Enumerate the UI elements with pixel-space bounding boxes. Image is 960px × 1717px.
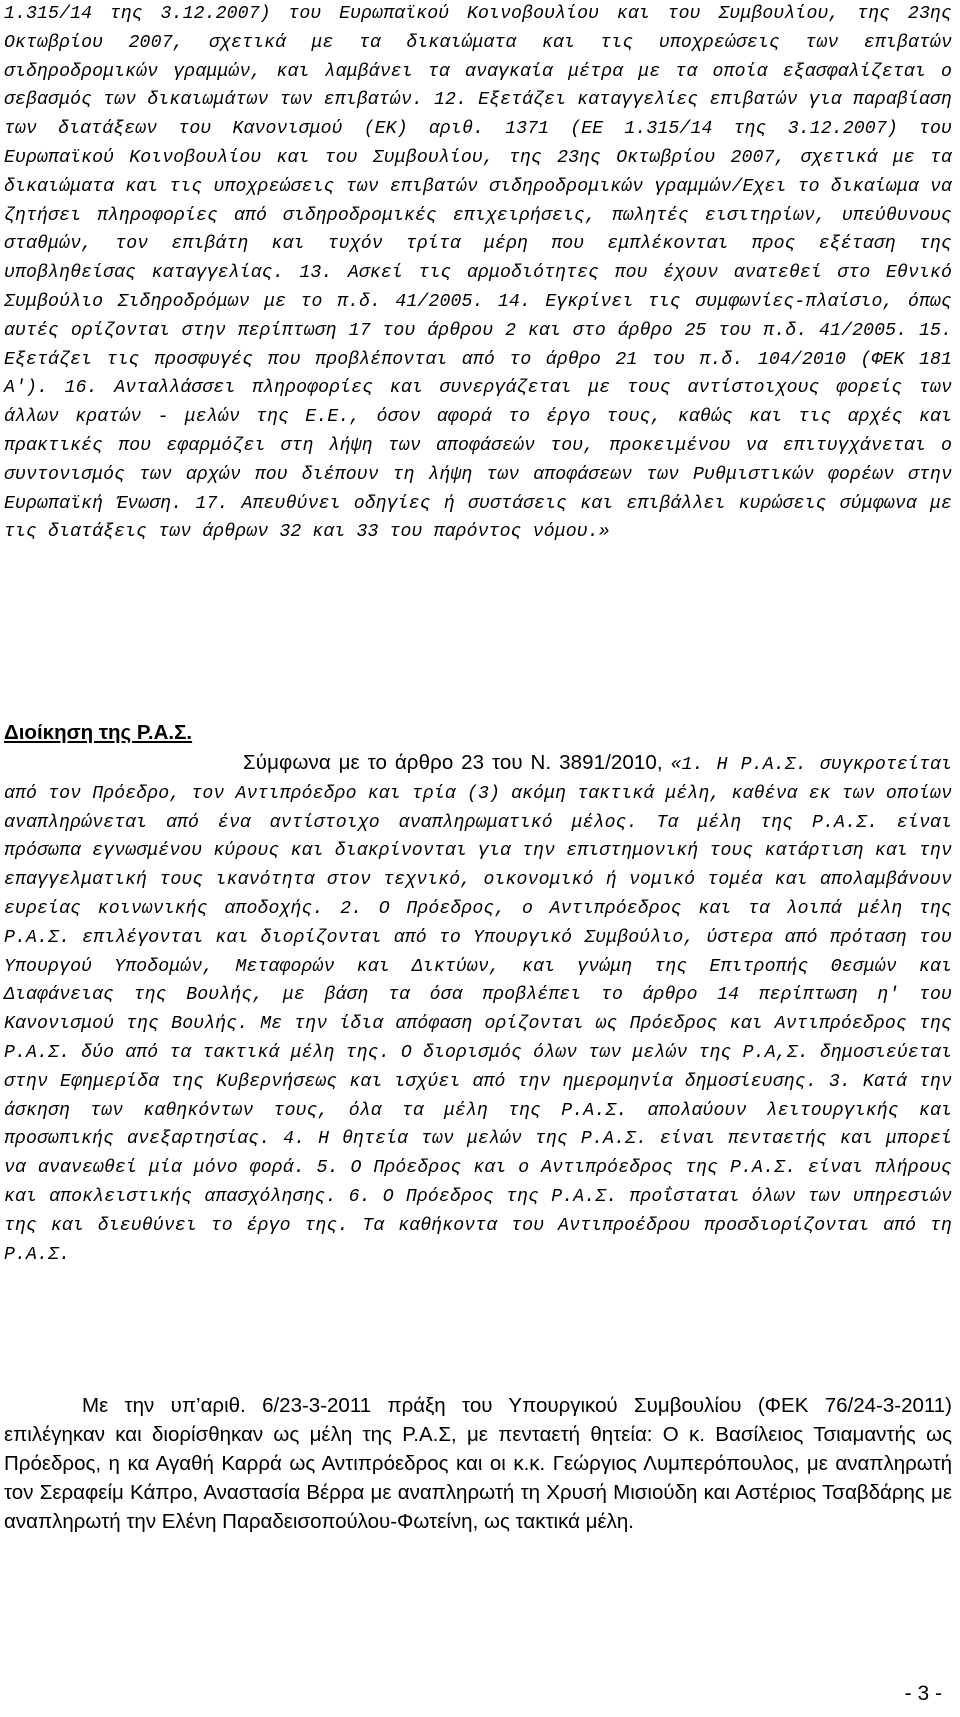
body-paragraph-top [4,0,952,547]
body-paragraph-second [4,749,952,1269]
body-paragraph-third [4,1392,952,1537]
paragraph-text: «1. Η Ρ.Α.Σ. συγκροτείται από τον Πρόεδρο, τον Αντιπρόεδρο και τρία (3) ακόμη τακτικά μέλη, καθένα εκ των οποίων αναπληρώνεται από ένα αντίστοιχο αναπληρωματικό μέλος. Τα μέλη της Ρ.Α.Σ. είναι πρόσωπα εγνωσμένου κύρους και διακρίνονται για την επιστημονική τους κατάρτιση και την επαγγελματική τους ικανότητα στον τεχνικό, οικονομικό ή νομικό τομέα και απολαμβάνουν ευρείας κοινωνικής αποδοχής. 2. Ο Πρόεδρος, ο Αντιπρόεδρος και τα λοιπά μέλη της Ρ.Α.Σ. επιλέγονται και διορίζονται από το Υπουργικό Συμβούλιο, ύστερα από πρόταση του Υπουργού Υποδομών, Μεταφορών και Δικτύων, και γνώμη της Επιτροπής Θεσμών και Διαφάνειας της Βουλής, με βάση τα όσα προβλέπει το άρθρο 14 περίπτωση η' του Κανονισμού της Βουλής. Με την ίδια απόφαση ορίζονται ως Πρόεδρος και Αντιπρόεδρος της Ρ.Α.Σ. δύο από τα τακτικά μέλη της. Ο διορισμός όλων των μελών της Ρ.Α,Σ. δημοσιεύεται στην Εφημερίδα της Κυβερνήσεως και ισχύει από την ημερομηνία δημοσίευσης. 3. Κατά την άσκηση των καθηκόντων τους, όλα τα μέλη της Ρ.Α.Σ. απολαύουν λειτουργικής και προσωπικής ανεξαρτησίας. 4. Η θητεία των μελών της Ρ.Α.Σ. είναι πενταετής και μπορεί να ανανεωθεί μία μόνο φορά. 5. Ο Πρόεδρος και ο Αντιπρόεδρος της Ρ.Α.Σ. είναι πλήρους και αποκλειστικής απασχόλησης. 6. Ο Πρόεδρος της Ρ.Α.Σ. προΐσταται όλων των υπηρεσιών της και διευθύνει το έργο της. Τα καθήκοντα του Αντιπροέδρου προσδιορίζονται από τη Ρ.Α.Σ. [4,755,953,1265]
paragraph-indent [4,1394,82,1417]
page-number: - 3 - [904,1682,942,1705]
section-heading: Διοίκηση της Ρ.Α.Σ. [4,721,193,744]
paragraph-lead: Σύμφωνα με το άρθρο 23 του Ν. 3891/2010, [243,751,671,774]
paragraph-text: 1.315/14 της 3.12.2007) του Ευρωπαϊκού Κοινοβουλίου και του Συμβουλίου, της 23ης Οκτωβρίου 2007, σχετικά με τα δικαιώματα και τις υποχρεώσεις των επιβατών σιδηροδρομικών γραμμών, και λαμβάνει τα αναγκαία μέτρα με τα οποία εξασφαλίζεται ο σεβασμός των δικαιωμάτων των επιβατών. 12. Εξετάζει καταγγελίες επιβατών για παραβίαση των διατάξεων του Κανονισμού (ΕΚ) αριθ. 1371 (ΕΕ 1.315/14 της 3.12.2007) του Ευρωπαϊκού Κοινοβουλίου και του Συμβουλίου, της 23ης Οκτωβρίου 2007, σχετικά με τα δικαιώματα και τις υποχρεώσεις των επιβατών σιδηροδρομικών γραμμών/Εχει το δικαίωμα να ζητήσει πληροφορίες από σιδηροδρομικές επιχειρήσεις, πωλητές εισιτηρίων, υπεύθυνους σταθμών, τον επιβάτη και τυχόν τρίτα μέρη που εμπλέκονται προς εξέταση της υποβληθείσας καταγγελίας. 13. Ασκεί τις αρμοδιότητες που έχουν ανατεθεί στο Εθνικό Συμβούλιο Σιδηροδρόμων με το π.δ. 41/2005. 14. Εγκρίνει τις συμφωνίες-πλαίσιο, όπως αυτές ορίζονται στην περίπτωση 17 του άρθρου 2 και στο άρθρο 25 του π.δ. 41/2005. 15. Εξετάζει τις προσφυγές που προβλέπονται από το άρθρο 21 του π.δ. 104/2010 (ΦΕΚ 181 Α'). 16. Ανταλλάσσει πληροφορίες και συνεργάζεται με τους αντίστοιχους φορείς των άλλων κρατών - μελών της Ε.Ε., όσον αφορά το έργο τους, καθώς και τις αρχές και πρακτικές που εφαρμόζει στη λήψη των αποφάσεών του, προκειμένου να επιτυγχάνεται ο συντονισμός των αρχών που διέπουν τη λήψη των αποφάσεων των Ρυθμιστικών φορέων στην Ευρωπαϊκή Ένωση. 17. Απευθύνει οδηγίες ή συστάσεις και επιβάλλει κυρώσεις σύμφωνα με τις διατάξεις των άρθρων 32 και 33 του παρόντος νόμου.» [4,4,952,543]
paragraph-text: Με την υπ’αριθ. 6/23-3-2011 πράξη του Υπουργικού Συμβουλίου (ΦΕΚ 76/24-3-2011) επιλέγηκαν και διορίσθηκαν ως μέλη της Ρ.Α.Σ, με πενταετή θητεία: Ο κ. Βασίλειος Τσιαμαντής ως Πρόεδρος, η κα Αγαθή Καρρά ως Αντιπρόεδρος και οι κ.κ. Γεώργιος Λυμπερόπουλος, με αναπληρωτή τον Σεραφείμ Κάπρο, Αναστασία Βέρρα με αναπληρωτή τη Χρυσή Μισιούδη και Αστέριος Τσαβδάρης με αναπληρωτή την Ελένη Παραδεισοπούλου-Φωτείνη, ως τακτικά μέλη. [4,1394,952,1533]
